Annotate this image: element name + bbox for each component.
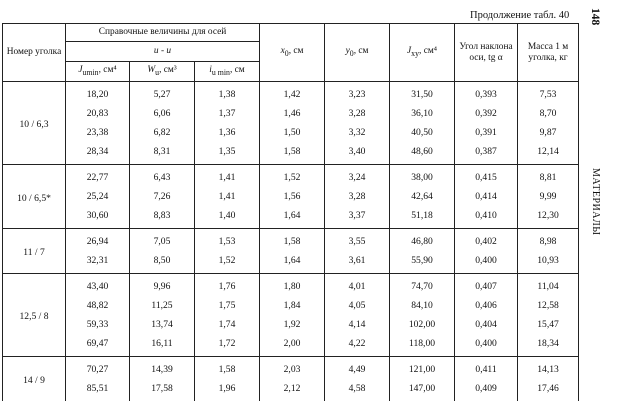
table-cell: 0,409 (455, 379, 518, 401)
table-cell: 0,407 (455, 274, 518, 297)
table-cell: 0,393 (455, 82, 518, 105)
table-cell: 1,80 (260, 274, 325, 297)
table-cell: 1,35 (195, 142, 260, 165)
table-cell: 0,404 (455, 315, 518, 334)
table-cell: 4,49 (325, 357, 390, 380)
table-cell: 1,58 (260, 142, 325, 165)
table-cell: 4,01 (325, 274, 390, 297)
table-cell: 1,64 (260, 251, 325, 274)
table-cell: 8,98 (518, 229, 579, 252)
table-cell: 48,82 (66, 296, 130, 315)
table-cell: 3,28 (325, 104, 390, 123)
col-jxy: $J_{xy}$, см⁴ (390, 24, 455, 82)
table-cell: 23,38 (66, 123, 130, 142)
table-cell: 30,60 (66, 206, 130, 229)
table-row (3, 274, 579, 297)
table-row (3, 104, 579, 123)
table-row (3, 187, 579, 206)
table-row (3, 251, 579, 274)
table-cell: 1,52 (260, 165, 325, 188)
col-j-u: $J_{umin}$, см⁴ (66, 62, 130, 82)
table-cell: 1,74 (195, 315, 260, 334)
table-cell: 1,56 (260, 187, 325, 206)
table-cell: 1,41 (195, 165, 260, 188)
table-cell: 0,406 (455, 296, 518, 315)
table-cell: 42,64 (390, 187, 455, 206)
table-cell: 18,34 (518, 334, 579, 357)
table-cell: 48,60 (390, 142, 455, 165)
table-cell: 46,80 (390, 229, 455, 252)
col-x0: $x_0$, см (260, 24, 325, 82)
table-cell: 69,47 (66, 334, 130, 357)
table-cell: 4,05 (325, 296, 390, 315)
table-cell: 15,47 (518, 315, 579, 334)
table-cell: 1,50 (260, 123, 325, 142)
table-cell: 12,14 (518, 142, 579, 165)
table-cell: 84,10 (390, 296, 455, 315)
table-cell: 12,30 (518, 206, 579, 229)
table-cell: 0,411 (455, 357, 518, 380)
table-cell: 5,27 (130, 82, 195, 105)
table-cell: 1,36 (195, 123, 260, 142)
table-cell: 2,12 (260, 379, 325, 401)
table-cell: 0,400 (455, 334, 518, 357)
table-cell: 1,38 (195, 82, 260, 105)
table-cell: 1,40 (195, 206, 260, 229)
table-cell: 2,00 (260, 334, 325, 357)
table-cell: 1,42 (260, 82, 325, 105)
table-cell: 36,10 (390, 104, 455, 123)
table-row (3, 206, 579, 229)
table-cell: 4,22 (325, 334, 390, 357)
table-cell: 16,11 (130, 334, 195, 357)
table-cell: 55,90 (390, 251, 455, 274)
table-cell: 118,00 (390, 334, 455, 357)
table-cell: 10,93 (518, 251, 579, 274)
table-cell: 59,33 (66, 315, 130, 334)
col-mass: Масса 1 м уголка, кг (518, 24, 579, 82)
table-cell: 1,41 (195, 187, 260, 206)
table-cell: 0,391 (455, 123, 518, 142)
table-row (3, 379, 579, 401)
table-cell: 121,00 (390, 357, 455, 380)
table-cell: 1,96 (195, 379, 260, 401)
section-side-label: МАТЕРИАЛЫ (585, 168, 601, 248)
table-cell: 11,25 (130, 296, 195, 315)
table-cell: 1,92 (260, 315, 325, 334)
table-cell: 7,53 (518, 82, 579, 105)
table-cell: 0,402 (455, 229, 518, 252)
table-cell: 8,81 (518, 165, 579, 188)
table-cell: 3,32 (325, 123, 390, 142)
angle-number-cell: 14 / 9 (3, 357, 66, 401)
table-cell: 0,392 (455, 104, 518, 123)
table-row (3, 165, 579, 188)
table-cell: 40,50 (390, 123, 455, 142)
table-row (3, 296, 579, 315)
table-cell: 11,04 (518, 274, 579, 297)
table-cell: 28,34 (66, 142, 130, 165)
table-cell: 26,94 (66, 229, 130, 252)
table-cell: 0,387 (455, 142, 518, 165)
angle-properties-table (2, 23, 579, 401)
table-cell: 85,51 (66, 379, 130, 401)
col-angle-no: Номер уголка (3, 24, 66, 82)
col-ref-values: Справочные величины для осей (66, 24, 260, 42)
table-cell: 0,410 (455, 206, 518, 229)
table-cell: 17,46 (518, 379, 579, 401)
table-cell: 7,05 (130, 229, 195, 252)
table-cell: 3,23 (325, 82, 390, 105)
table-cell: 8,31 (130, 142, 195, 165)
table-cell: 13,74 (130, 315, 195, 334)
table-cell: 1,84 (260, 296, 325, 315)
table-cell: 70,27 (66, 357, 130, 380)
table-cell: 32,31 (66, 251, 130, 274)
table-row (3, 229, 579, 252)
table-cell: 3,24 (325, 165, 390, 188)
table-cell: 8,50 (130, 251, 195, 274)
table-cell: 6,06 (130, 104, 195, 123)
angle-number-cell: 11 / 7 (3, 229, 66, 274)
table-cell: 1,64 (260, 206, 325, 229)
table-cell: 1,52 (195, 251, 260, 274)
page-number: 148 (585, 8, 601, 30)
table-row (3, 357, 579, 380)
table-cell: 6,43 (130, 165, 195, 188)
angle-number-cell: 12,5 / 8 (3, 274, 66, 357)
table-cell: 3,55 (325, 229, 390, 252)
table-cell: 38,00 (390, 165, 455, 188)
table-cell: 1,76 (195, 274, 260, 297)
table-cell: 74,70 (390, 274, 455, 297)
table-cell: 0,415 (455, 165, 518, 188)
table-cell: 3,61 (325, 251, 390, 274)
table-cell: 4,14 (325, 315, 390, 334)
table-cell: 14,39 (130, 357, 195, 380)
angle-number-cell: 10 / 6,3 (3, 82, 66, 165)
col-axis: u - u (66, 42, 260, 62)
table-row (3, 334, 579, 357)
table-cell: 12,58 (518, 296, 579, 315)
table-cell: 1,58 (195, 357, 260, 380)
table-cell: 3,28 (325, 187, 390, 206)
table-cell: 1,53 (195, 229, 260, 252)
table-cell: 20,83 (66, 104, 130, 123)
table-cell: 8,83 (130, 206, 195, 229)
table-cell: 9,87 (518, 123, 579, 142)
table-cell: 51,18 (390, 206, 455, 229)
table-cell: 18,20 (66, 82, 130, 105)
table-cell: 43,40 (66, 274, 130, 297)
table-cell: 8,70 (518, 104, 579, 123)
table-cell: 25,24 (66, 187, 130, 206)
table-cell: 1,37 (195, 104, 260, 123)
col-i-u: $i_{u min}$, см (195, 62, 260, 82)
table-cell: 1,75 (195, 296, 260, 315)
table-cell: 3,37 (325, 206, 390, 229)
continuation-label: Продолжение табл. 40 (470, 10, 569, 21)
table-cell: 1,58 (260, 229, 325, 252)
col-tilt: Угол наклона оси, tg α (455, 24, 518, 82)
table-cell: 4,58 (325, 379, 390, 401)
table-cell: 22,77 (66, 165, 130, 188)
col-y0: $y_0$, см (325, 24, 390, 82)
table-cell: 1,46 (260, 104, 325, 123)
table-cell: 2,03 (260, 357, 325, 380)
table-cell: 7,26 (130, 187, 195, 206)
table-cell: 31,50 (390, 82, 455, 105)
table-cell: 6,82 (130, 123, 195, 142)
table-cell: 0,414 (455, 187, 518, 206)
angle-number-cell: 10 / 6,5* (3, 165, 66, 229)
table-cell: 102,00 (390, 315, 455, 334)
table-row (3, 315, 579, 334)
table-cell: 147,00 (390, 379, 455, 401)
table-row (3, 142, 579, 165)
table-row (3, 82, 579, 105)
table-cell: 9,99 (518, 187, 579, 206)
table-cell: 14,13 (518, 357, 579, 380)
table-cell: 0,400 (455, 251, 518, 274)
col-w-u: $W_u$, см³ (130, 62, 195, 82)
table-row (3, 123, 579, 142)
table-cell: 3,40 (325, 142, 390, 165)
table-cell: 1,72 (195, 334, 260, 357)
table-cell: 17,58 (130, 379, 195, 401)
table-cell: 9,96 (130, 274, 195, 297)
